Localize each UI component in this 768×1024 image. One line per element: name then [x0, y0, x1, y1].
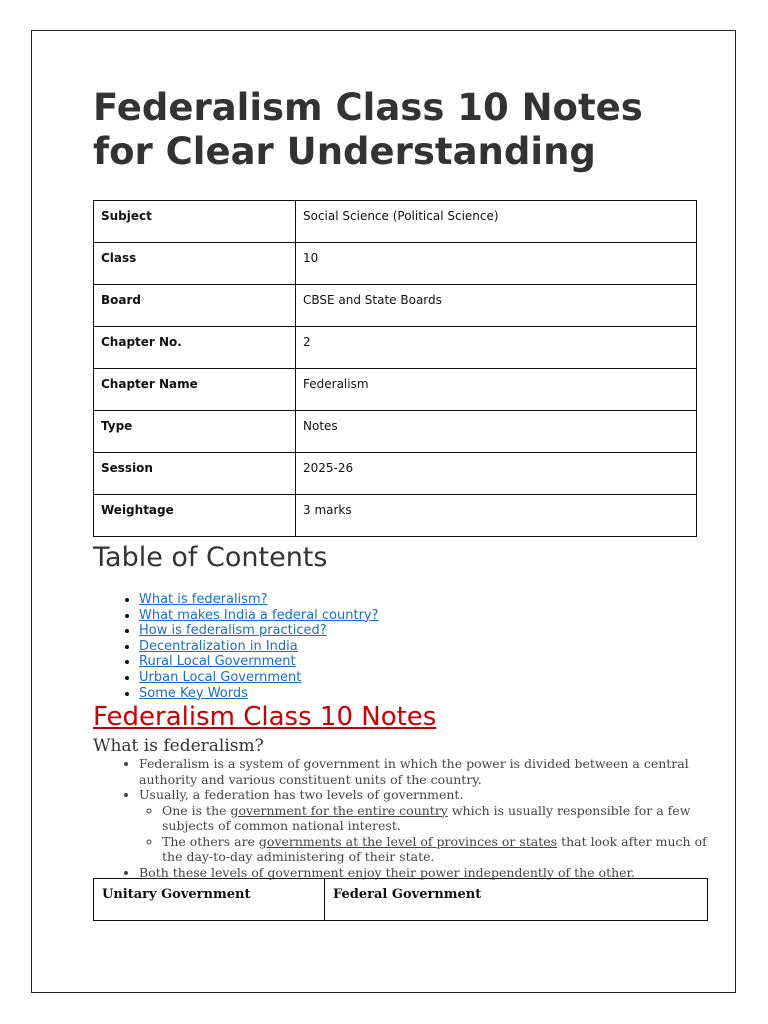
list-item: • Federalism is a system of government in which the power is divided between a central authority and various constituent units of the country.: [139, 756, 709, 787]
toc-item: [139, 592, 379, 608]
table-key: Class: [94, 243, 296, 285]
toc-item: [139, 654, 379, 670]
list-text: The others are: [162, 833, 259, 849]
table-row: [94, 243, 697, 285]
list-item-text: Usually, a federation has two levels of government.: [139, 787, 464, 802]
table-value: 2: [296, 327, 697, 369]
table-value: 10: [296, 243, 697, 285]
table-value: Federalism: [296, 369, 697, 411]
table-row: [94, 369, 697, 411]
toc-item: [139, 623, 379, 639]
toc-link-what-is-federalism[interactable]: What is federalism?: [139, 592, 268, 607]
toc-item: [139, 670, 379, 686]
list-item: [139, 787, 709, 865]
table-row: [94, 453, 697, 495]
document-content: [93, 86, 708, 902]
government-comparison-table: [93, 878, 708, 921]
table-key: Type: [94, 411, 296, 453]
chapter-info-table: [93, 200, 697, 537]
table-key: Chapter No.: [94, 327, 296, 369]
toc-link-federalism-practiced[interactable]: How is federalism practiced?: [139, 623, 327, 639]
table-value: Social Science (Political Science): [296, 201, 697, 243]
list-item: [162, 834, 709, 865]
table-row: [94, 285, 697, 327]
toc-heading: Table of Contents: [93, 542, 328, 573]
table-key: Chapter Name: [94, 369, 296, 411]
table-row: [94, 411, 697, 453]
notes-list: [93, 756, 709, 880]
column-header-federal: Federal Government: [325, 879, 708, 921]
table-row: [94, 201, 697, 243]
table-of-contents: [93, 592, 379, 701]
section-title: [93, 702, 436, 732]
table-key: Board: [94, 285, 296, 327]
underlined-phrase: government for the entire country: [230, 802, 448, 818]
toc-link-india-federal-country[interactable]: What makes India a federal country?: [139, 607, 379, 623]
table-key: Session: [94, 453, 296, 495]
table-row: [94, 327, 697, 369]
list-text: that look after much of the day-to-day administering of their state.: [162, 833, 707, 864]
column-header-unitary: Unitary Government: [94, 879, 325, 921]
list-text: which is usually responsible for a few subjects of common national interest.: [162, 802, 691, 833]
table-key: Weightage: [94, 495, 296, 537]
section-subheading: What is federalism?: [93, 736, 264, 756]
table-value: CBSE and State Boards: [296, 285, 697, 327]
table-value: Notes: [296, 411, 697, 453]
toc-item: [139, 686, 379, 702]
toc-link-rural-local-government[interactable]: Rural Local Government: [139, 654, 296, 670]
table-row: [94, 879, 708, 921]
list-item: • Both these levels of government enjoy their power independently of the other.: [139, 865, 709, 881]
toc-link-decentralization[interactable]: Decentralization in India: [139, 638, 298, 654]
table-row: [94, 495, 697, 537]
page-title: Federalism Class 10 Notes for Clear Understanding: [93, 86, 643, 173]
toc-item: [139, 608, 379, 624]
section-title-text: Federalism Class 10 Notes: [93, 702, 437, 732]
underlined-phrase: governments at the level of provinces or states: [258, 833, 558, 849]
toc-link-urban-local-government[interactable]: Urban Local Government: [139, 669, 302, 685]
list-text: One is the: [162, 802, 231, 818]
list-item: [162, 803, 709, 834]
toc-item: [139, 639, 379, 655]
table-key: Subject: [94, 201, 296, 243]
table-value: 3 marks: [296, 495, 697, 537]
sub-list: [139, 803, 709, 865]
toc-link-key-words[interactable]: Some Key Words: [139, 685, 248, 701]
table-value: 2025-26: [296, 453, 697, 495]
